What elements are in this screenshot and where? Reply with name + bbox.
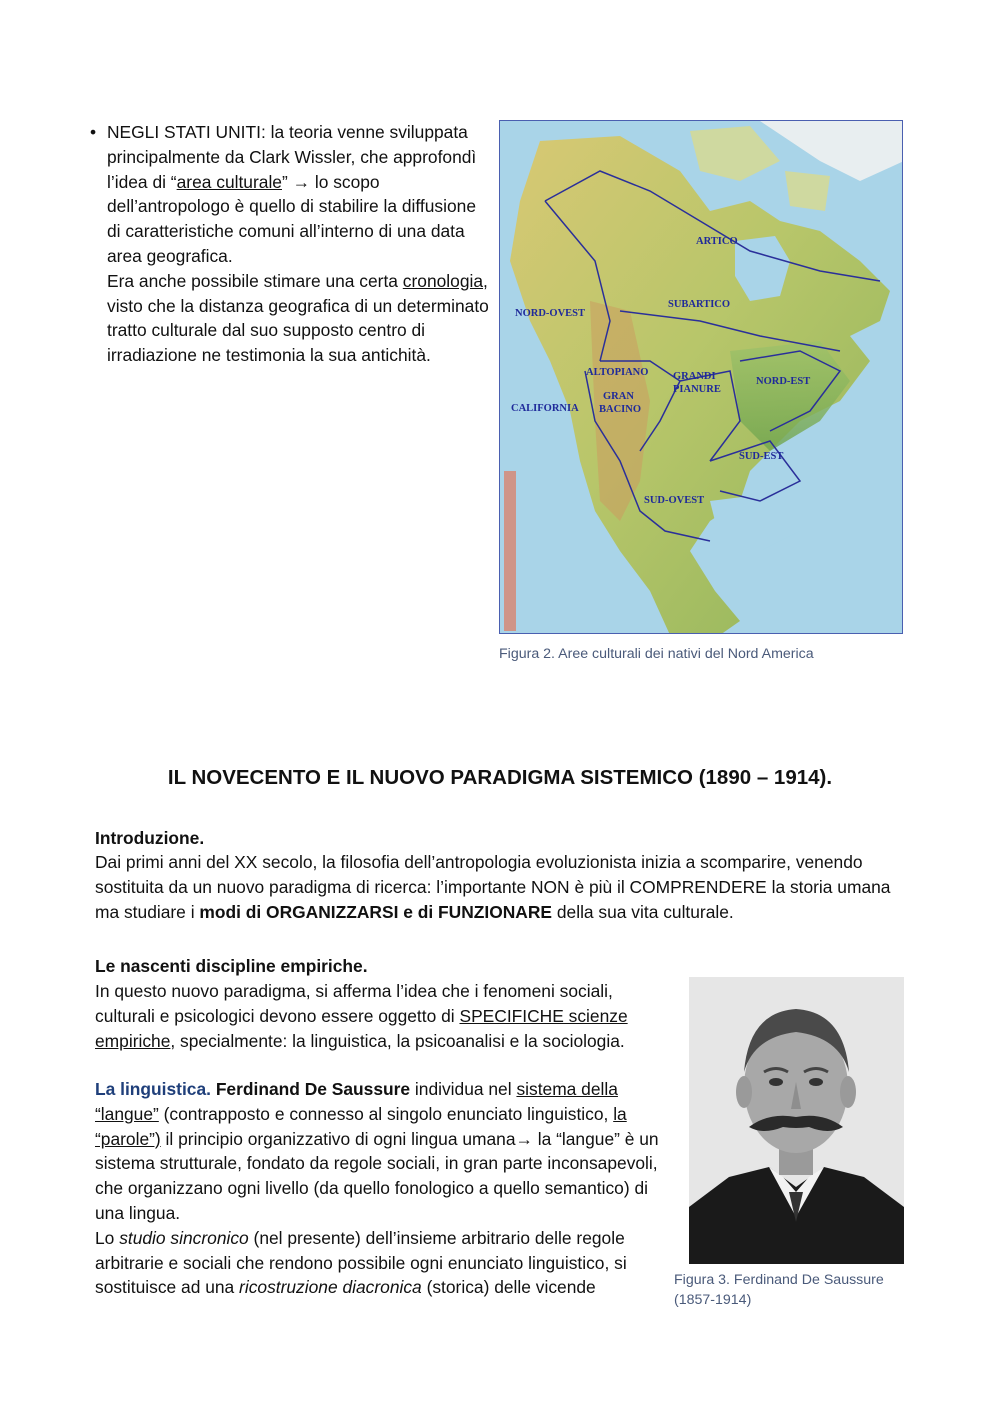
north-america-map xyxy=(499,120,903,634)
intro-paragraph xyxy=(95,850,905,924)
map-label-sud-ovest: SUD-OVEST xyxy=(644,495,705,506)
arrow-right-icon: → xyxy=(292,171,310,192)
bold-phrase: modi di ORGANIZZARSI e di FUNZIONARE xyxy=(199,901,553,922)
map-label-gran-bacino: GRAN xyxy=(603,391,634,402)
bullet-point: • xyxy=(90,122,97,142)
text-run: ” xyxy=(281,171,293,192)
baffin-island xyxy=(785,171,830,211)
map-label-nord-est: NORD-EST xyxy=(756,376,811,387)
text-run: , specialmente: la linguistica, la psicoanalisi e la sociologia. xyxy=(170,1030,625,1051)
elevation-legend xyxy=(504,471,516,631)
empirical-title: Le nascenti discipline empiriche. xyxy=(95,956,368,976)
italic-term-studio-sincronico: studio sincronico xyxy=(119,1227,249,1248)
text-run: della sua vita culturale. xyxy=(552,901,734,922)
saussure-portrait xyxy=(689,977,904,1264)
text-run: Dai primi anni del XX secolo, la filosofia dell’antropologia evoluzionista inizia a scomparire, venendo sostituita da un nuovo paradigma di ricerca: l’importante NON è più il COMPRENDERE la storia umana ma studiare i xyxy=(95,852,891,922)
saussure-name: Ferdinand De Saussure xyxy=(215,1079,411,1099)
map-label-grandi-pianure-2: PIANURE xyxy=(673,384,721,395)
text-run: individua nel xyxy=(410,1079,517,1099)
text-run: la “langue” è un sistema strutturale, fondato da regole sociali, in gran parte inconsapevoli, che organizzano ogni livello (da quello fonologico a quello semantico) di una lingua. xyxy=(95,1128,659,1223)
section-heading: IL NOVECENTO E IL NUOVO PARADIGMA SISTEMICO (1890 – 1914). xyxy=(167,766,833,789)
text-run: NEGLI STATI UNITI: la teoria venne sviluppata principalmente da Clark Wissler, che approfondì l’idea di “ xyxy=(107,122,477,192)
portrait-caption: Figura 3. Ferdinand De Saussure (1857-1914) xyxy=(674,1272,884,1308)
underlined-term-cronologia: cronologia xyxy=(402,270,484,291)
intro-title: Introduzione. xyxy=(95,828,205,848)
linguistics-title: La linguistica. xyxy=(95,1079,211,1099)
underlined-term-scienze-empiriche: SPECIFICHE scienze empiriche xyxy=(95,1005,628,1051)
italic-term-ricostruzione-diacronica: ricostruzione diacronica xyxy=(239,1277,422,1298)
map-label-nord-ovest: NORD-OVEST xyxy=(515,308,586,319)
text-run: (nel presente) dell’insieme arbitrario delle regole arbitrarie e sociali che rendono possibile ogni enunciato linguistico, si sostituisce ad una xyxy=(95,1227,627,1298)
bullet-paragraph xyxy=(90,120,490,368)
bullet-text xyxy=(107,120,490,368)
underlined-term-area-culturale: area culturale xyxy=(176,171,282,192)
text-run: Era anche possibile stimare una certa xyxy=(107,270,403,291)
map-label-grandi-pianure: GRANDI xyxy=(673,371,716,382)
text-run: il principio organizzativo di ogni lingua umana xyxy=(160,1128,516,1149)
empirical-paragraph xyxy=(95,979,675,1053)
text-run: , visto che la distanza geografica di un determinato tratto culturale dal suo supposto centro di irradiazione ne testimonia la sua antichità. xyxy=(107,270,489,366)
map-label-sud-est: SUD-EST xyxy=(739,451,784,462)
underlined-term-langue: sistema della “langue” xyxy=(95,1079,618,1124)
map-label-subartico: SUBARTICO xyxy=(668,299,731,310)
map-caption: Figura 2. Aree culturali dei nativi del Nord America xyxy=(499,646,814,662)
linguistics-paragraph xyxy=(95,1077,675,1300)
text-run: (contrapposto e connesso al singolo enunciato linguistico, xyxy=(158,1103,614,1124)
map-label-altopiano: ALTOPIANO xyxy=(586,367,649,378)
text-run: Lo xyxy=(95,1227,120,1248)
map-label-gran-bacino-2: BACINO xyxy=(599,404,642,415)
text-run: (storica) delle vicende xyxy=(421,1277,596,1298)
map-label-artico: ARTICO xyxy=(696,236,738,247)
arrow-right-icon: → xyxy=(515,1128,533,1149)
underlined-term-parole: la “parole”) xyxy=(95,1103,627,1149)
map-graphic xyxy=(500,121,903,634)
portrait-graphic xyxy=(689,977,904,1264)
map-label-california: CALIFORNIA xyxy=(511,403,579,414)
text-run: In questo nuovo paradigma, si afferma l’idea che i fenomeni sociali, culturali e psicologici devono essere oggetto di xyxy=(95,981,613,1026)
text-run: lo scopo dell’antropologo è quello di stabilire la diffusione di caratteristiche comuni all’interno di una data area geografica. xyxy=(107,171,476,266)
